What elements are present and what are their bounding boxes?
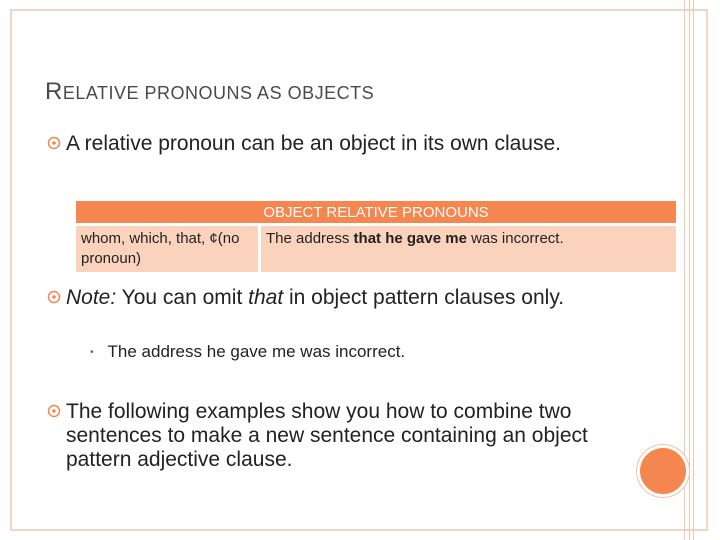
- sub-bullet-item: • The address he gave me was incorrect.: [90, 342, 406, 361]
- table-cell-pronouns: whom, which, that, ¢(no pronoun): [76, 226, 258, 272]
- bullet-icon: [46, 403, 62, 419]
- bullet-item: A relative pronoun can be an object in its own clause.: [46, 132, 658, 156]
- bullet-icon: [46, 289, 62, 305]
- bullet-icon: [46, 135, 62, 151]
- decorative-rail-line: [693, 0, 694, 540]
- bullet-item-note: Note: You can omit that in object pattern clauses only.: [46, 286, 658, 310]
- table-header: OBJECT RELATIVE PRONOUNS: [76, 201, 676, 223]
- slide-title: RELATIVE PRONOUNS AS OBJECTS: [45, 78, 375, 105]
- object-relative-pronouns-table: [73, 198, 679, 275]
- bullet-item: The following examples show you how to combine two sentences to make a new sentence containing an object pattern adjective clause.: [46, 400, 658, 472]
- decorative-rail-line: [684, 0, 685, 540]
- table-row: [76, 226, 676, 272]
- table-cell-example: The address that he gave me was incorrect.: [261, 226, 676, 272]
- decorative-rail-line: [689, 0, 690, 540]
- sub-bullet-icon: •: [90, 347, 94, 358]
